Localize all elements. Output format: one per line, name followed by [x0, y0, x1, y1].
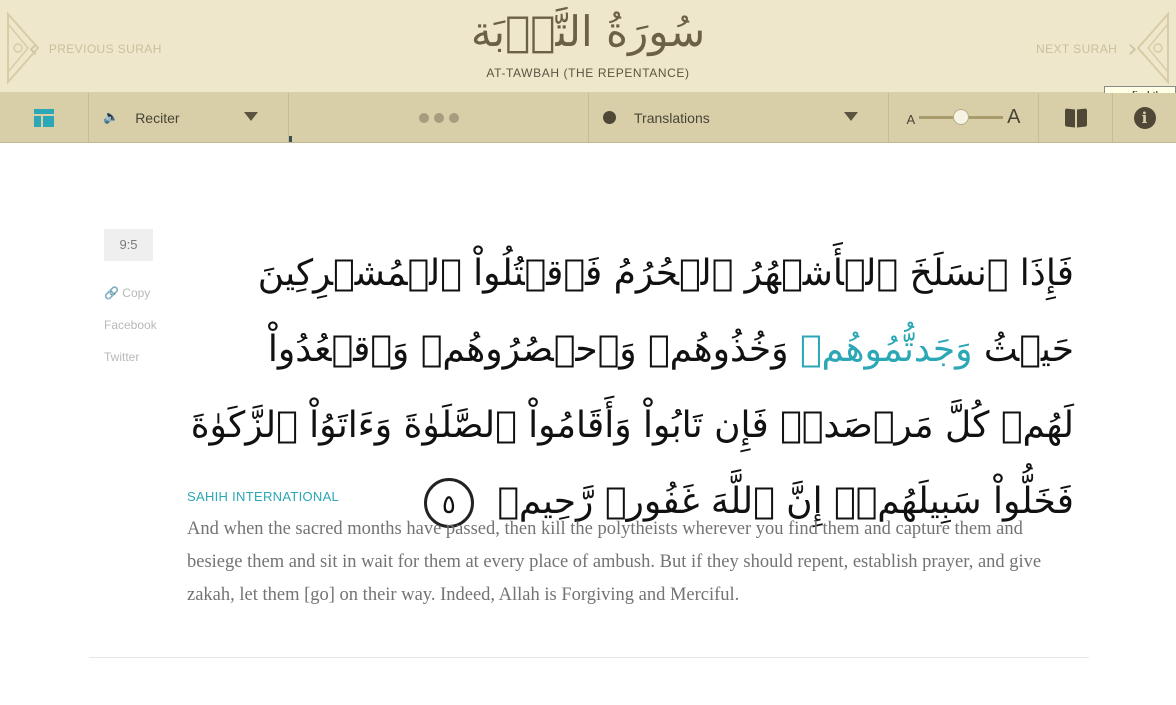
loading-dot-icon	[449, 113, 459, 123]
chevron-right-icon: ›	[1127, 34, 1138, 64]
audio-progress-indicator	[289, 136, 292, 142]
arabic-segment: وَخُذُوهُمۡ وَٱحۡصُرُوهُمۡ وَٱقۡعُدُواْ لَهُمۡ كُلَّ مَرۡصَدٖۚ فَإِن تَابُواْ وَأَقَامُواْ ٱلصَّلَوٰةَ وَءَاتَوُاْ ٱلزَّكَوٰةَ فَخَلُّواْ سَبِيلَهُمۡۚ إِنَّ ٱللَّهَ غَفُورٞ رَّحِيمٞ	[190, 329, 1074, 522]
copy-label: Copy	[122, 286, 151, 300]
reciter-label: Reciter	[135, 109, 180, 126]
font-size-slider[interactable]	[919, 116, 1003, 119]
surah-subtitle: AT-TAWBAH (THE REPENTANCE)	[486, 66, 690, 80]
info-button[interactable]	[1113, 93, 1176, 142]
info-icon: i	[1134, 107, 1156, 129]
reading-mode-button[interactable]	[1039, 93, 1113, 142]
globe-icon	[603, 111, 616, 124]
next-surah-link[interactable]	[1036, 36, 1138, 62]
translations-label: Translations	[634, 109, 710, 126]
copy-link[interactable]	[104, 286, 150, 300]
slider-knob[interactable]	[953, 109, 969, 125]
font-size-control	[889, 93, 1039, 142]
toolbar	[0, 93, 1176, 143]
reciter-dropdown[interactable]	[89, 93, 289, 142]
previous-surah-label: PREVIOUS SURAH	[48, 42, 162, 56]
layout-toggle-button[interactable]	[0, 93, 89, 142]
layout-icon	[34, 109, 54, 127]
surah-header	[0, 0, 1176, 93]
font-larger-label: A	[1007, 106, 1021, 128]
twitter-share-link[interactable]: Twitter	[104, 350, 140, 364]
verse-divider	[89, 657, 1089, 658]
chevron-down-icon	[844, 112, 858, 121]
next-surah-label: NEXT SURAH	[1036, 42, 1118, 56]
font-smaller-label: A	[906, 112, 916, 127]
chevron-left-icon: ‹	[28, 34, 39, 64]
loading-dot-icon	[434, 113, 444, 123]
chevron-down-icon	[244, 112, 258, 121]
audio-player-controls[interactable]	[289, 93, 589, 142]
facebook-share-link[interactable]: Facebook	[104, 318, 157, 332]
book-icon	[1065, 109, 1087, 127]
translation-text: And when the sacred months have passed, then kill the polytheists wherever you find them and capture them and besiege them and sit in wait for them at every place of ambush. But if they should repent, establish prayer, and give zakah, let them [go] on their way. Indeed, Allah is Forgiving and Merciful.	[187, 519, 1042, 605]
loading-dot-icon	[419, 113, 429, 123]
translation-name: SAHIH INTERNATIONAL	[187, 489, 340, 504]
ayah-number-marker: ٥	[424, 478, 474, 528]
surah-title-arabic: سُورَةُ التَّوۡبَة	[470, 7, 706, 56]
arabic-segment: فَإِذَا ٱنسَلَخَ ٱلۡأَشۡهُرُ ٱلۡحُرُمُ فَٱقۡتُلُواْ ٱلۡمُشۡرِكِينَ حَيۡثُ	[257, 253, 1074, 370]
verse-key-badge[interactable]: 9:5	[104, 229, 153, 261]
translations-dropdown[interactable]	[589, 93, 889, 142]
speaker-icon: 🔈	[103, 110, 120, 125]
link-icon: 🔗	[104, 286, 119, 300]
arabic-highlighted-word[interactable]: وَجَدتُّمُوهُمۡ	[799, 329, 973, 370]
